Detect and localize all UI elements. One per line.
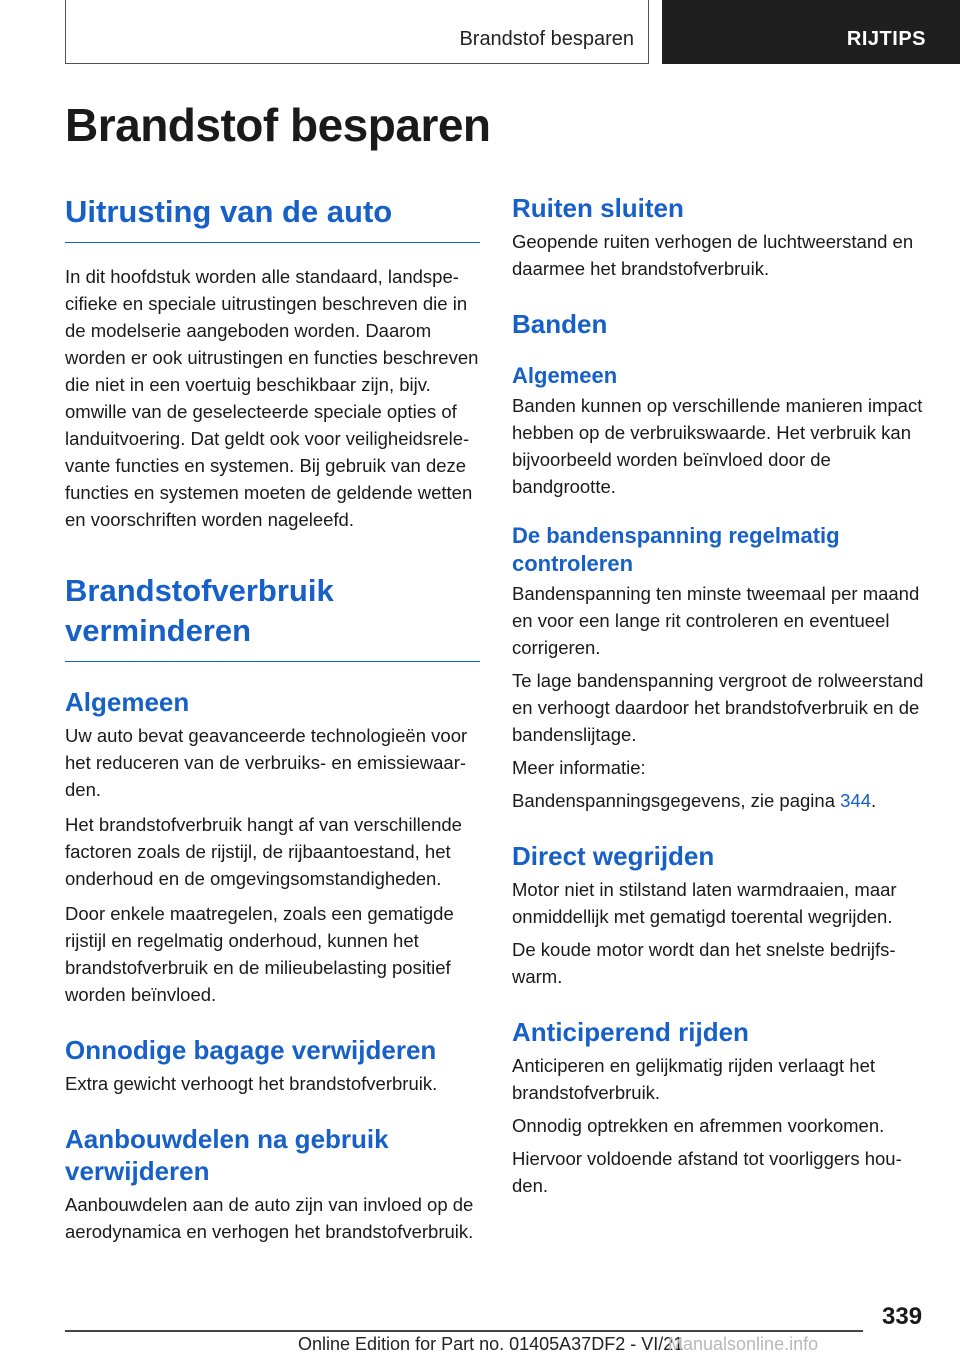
subheading-aanbouwdelen: Aanbouwdelen na gebruik verwijderen bbox=[65, 1124, 389, 1186]
subheading-bandenspanning: De bandenspanning regelmatig controleren bbox=[512, 523, 840, 576]
reference-end: . bbox=[871, 790, 877, 811]
paragraph: Extra gewicht verhoogt het brandstofverbruik. bbox=[65, 1073, 438, 1094]
paragraph: Bandenspanning ten minste tweemaal per maand en voor een lange rit controleren en eventueel corrigeren. bbox=[512, 583, 920, 658]
subheading-algemeen-banden: Algemeen bbox=[512, 363, 618, 388]
paragraph: De koude motor wordt dan het snelste bedrijfswarm. bbox=[512, 939, 896, 987]
section-heading-uitrusting: Uitrusting van de auto bbox=[65, 192, 480, 243]
paragraph: Motor niet in stilstand laten warmdraaien, maar onmiddellijk met gematigd toerental wegrijden. bbox=[512, 879, 897, 927]
footer-divider bbox=[65, 1330, 863, 1332]
paragraph: Te lage bandenspanning vergroot de rolweerstand en verhoogt daardoor het brandstofverbruik en de bandenslijtage. bbox=[512, 670, 924, 745]
chapter-tab bbox=[662, 0, 960, 64]
paragraph: Meer informatie: bbox=[512, 757, 646, 778]
paragraph: Het brandstofverbruik hangt af van verschillende factoren zoals de rijstijl, de rijbaantoestand, het onderhoud en de omgevingsomstandigheden. bbox=[65, 814, 462, 889]
header-section-title: Brandstof besparen bbox=[459, 28, 634, 50]
cross-reference bbox=[512, 787, 927, 814]
right-column bbox=[512, 192, 927, 1199]
paragraph: Uw auto bevat geavanceerde technologieën voor het reduceren van de verbruiks- en emissiewaarden. bbox=[65, 725, 468, 800]
watermark: Manualsonline.info bbox=[668, 1334, 819, 1354]
page-number: 339 bbox=[882, 1303, 923, 1330]
subheading-anticiperend: Anticiperend rijden bbox=[512, 1017, 749, 1047]
chapter-tab-label: RIJTIPS bbox=[846, 28, 926, 50]
page-link[interactable]: 344 bbox=[840, 790, 871, 811]
edition-note: Online Edition for Part no. 01405A37DF2 - VI/21 bbox=[298, 1334, 684, 1354]
paragraph: Door enkele maatregelen, zoals een gematigde rijstijl en regelmatig onderhoud, kunnen het brandstofverbruik en de milieubelasting positief worden beïnvloed. bbox=[65, 903, 454, 1005]
left-column bbox=[65, 192, 480, 1245]
paragraph: Aanbouwdelen aan de auto zijn van invloed op de aerodynamica en verhogen het brandstofverbruik. bbox=[65, 1194, 474, 1242]
subheading-direct-wegrijden: Direct wegrijden bbox=[512, 841, 715, 871]
subheading-banden: Banden bbox=[512, 309, 608, 339]
section-heading-brandstofverbruik: Brandstofverbruik verminderen bbox=[65, 571, 480, 662]
reference-text: Bandenspanningsgegevens, zie pagina bbox=[512, 790, 841, 811]
running-header bbox=[65, 0, 649, 64]
subheading-bagage: Onnodige bagage verwijderen bbox=[65, 1035, 437, 1065]
paragraph: In dit hoofdstuk worden alle standaard, landspecifieke en speciale uitrustingen beschreven die in de modelserie aangeboden worden. Daarom worden er ook uitrustingen en functies beschreven die niet in een voertuig beschikbaar zijn, bijv. omwille van de geselecteerde speciale opties of landuitvoering. Dat geldt ook voor veiligheidsrelevante functies en systemen. Bij gebruik van deze functies en systemen moeten de geldende wetten en voorschriften worden nageleefd. bbox=[65, 266, 479, 530]
page-title: Brandstof besparen bbox=[65, 99, 491, 151]
paragraph: Banden kunnen op verschillende manieren impact hebben op de verbruikswaarde. Het verbruik kan bijvoorbeeld worden beïnvloed door de bandgrootte. bbox=[512, 395, 923, 497]
paragraph: Hiervoor voldoende afstand tot voorliggers houden. bbox=[512, 1148, 902, 1196]
subheading-algemeen: Algemeen bbox=[65, 687, 190, 717]
paragraph: Anticiperen en gelijkmatig rijden verlaagt het brandstofverbruik. bbox=[512, 1055, 876, 1103]
paragraph: Onnodig optrekken en afremmen voorkomen. bbox=[512, 1115, 885, 1136]
paragraph: Geopende ruiten verhogen de luchtweerstand en daarmee het brandstofverbruik. bbox=[512, 231, 914, 279]
subheading-ruiten: Ruiten sluiten bbox=[512, 193, 684, 223]
